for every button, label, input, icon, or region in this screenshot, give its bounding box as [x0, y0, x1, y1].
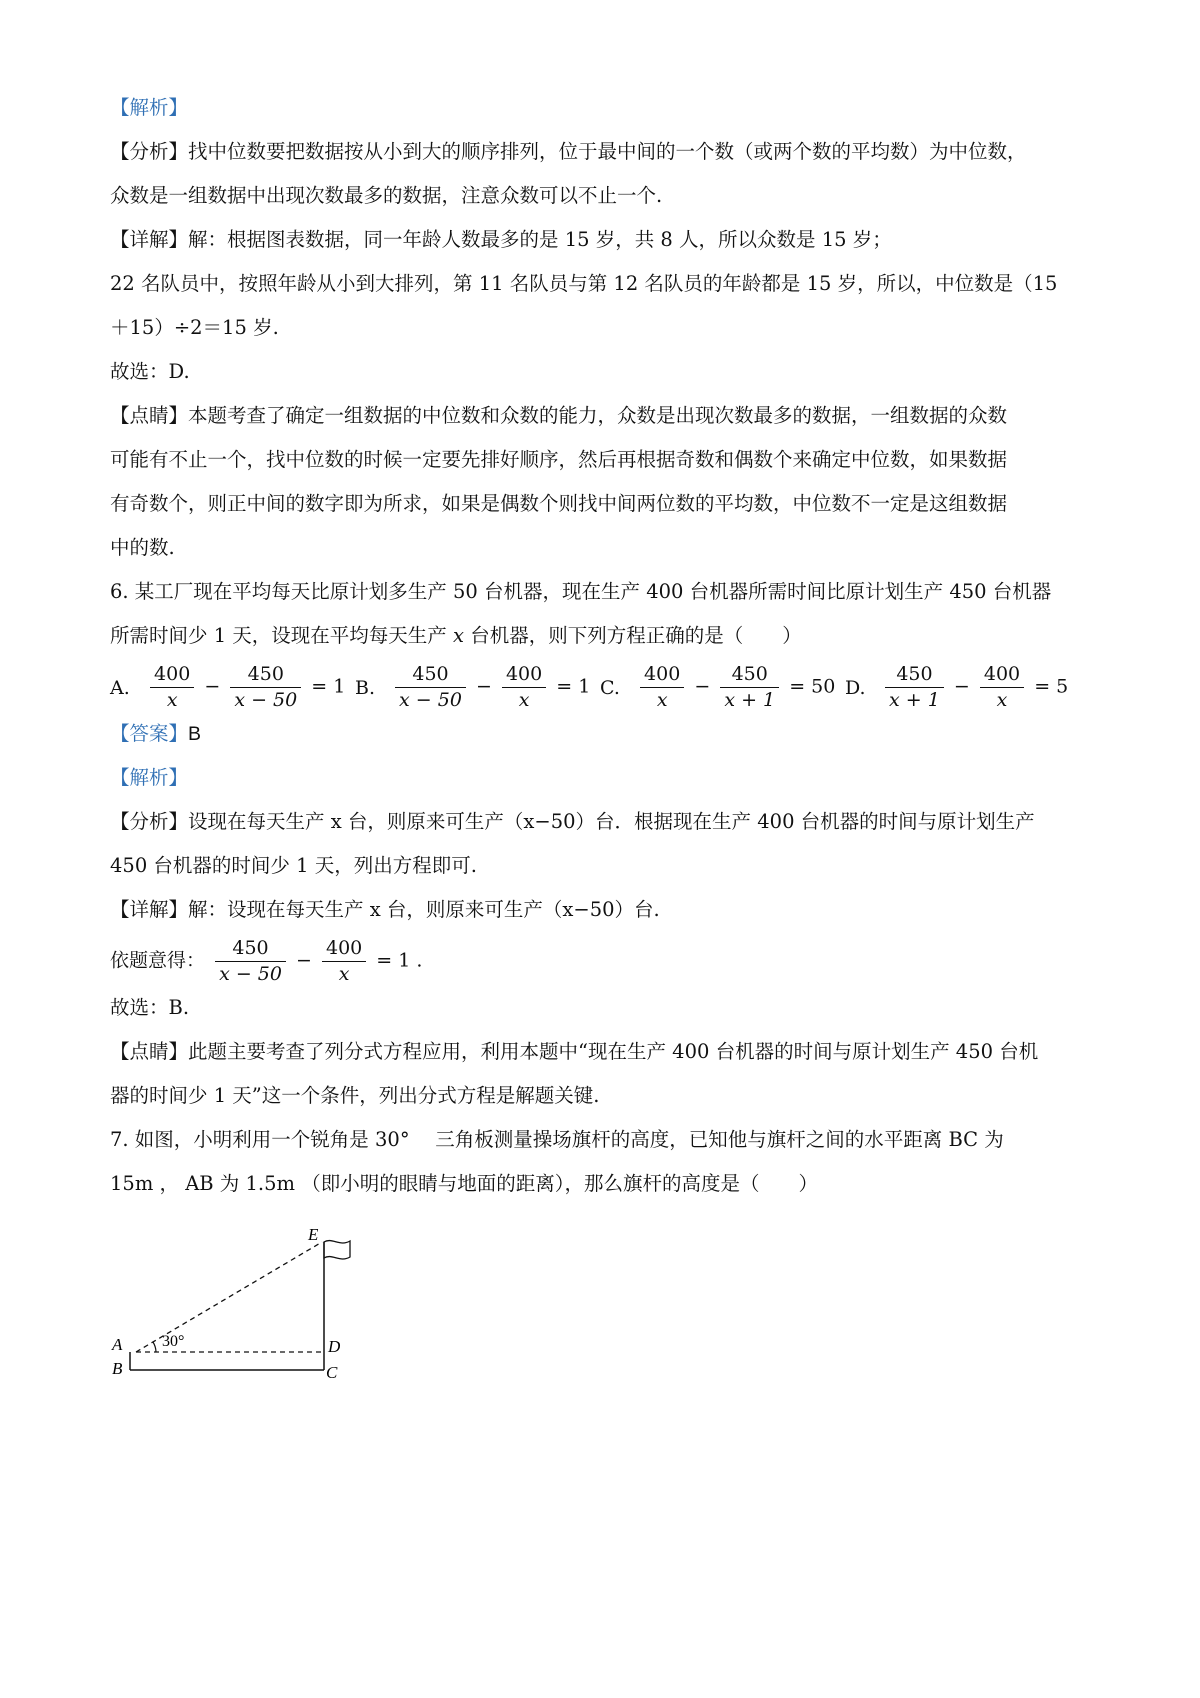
comment-tag: 【点睛】 [110, 404, 189, 427]
analysis-paragraph [110, 808, 1035, 836]
choice-line: 故选：D. [110, 360, 190, 383]
angle-arc [153, 1342, 156, 1352]
numerator: 400 [150, 662, 194, 688]
fraction [215, 936, 286, 987]
detail-text-line: 解：根据图表数据，同一年龄人数最多的是 15 岁，共 8 人，所以众数是 15 岁； [188, 228, 892, 251]
answer-tag: 【答案】 [110, 722, 189, 745]
fraction [640, 662, 684, 713]
variable-x: x [453, 624, 465, 647]
label-e: E [308, 1225, 319, 1244]
option-label: C. [600, 676, 620, 699]
angle-label: 30° [162, 1333, 185, 1350]
denominator: x + 1 [889, 689, 940, 711]
label-d: D [328, 1337, 341, 1356]
analysis-paragraph [110, 138, 1027, 166]
option-d [845, 662, 1068, 713]
numerator: 450 [395, 662, 466, 688]
fraction [885, 662, 944, 713]
fraction [980, 662, 1024, 713]
option-label: A. [110, 676, 130, 699]
numerator: 400 [980, 662, 1024, 688]
comment-tag: 【点睛】 [110, 1040, 189, 1063]
denominator: x [996, 689, 1008, 711]
analysis-tag: 【分析】 [110, 140, 189, 163]
question-7-stem: 7. 如图，小明利用一个锐角是 30° 三角板测量操场旗杆的高度，已知他与旗杆之间的水平距离 BC 为 [110, 1128, 1004, 1151]
analysis-text-line: 找中位数要把数据按从小到大的顺序排列，位于最中间的一个数（或两个数的平均数）为中位数， [188, 140, 1027, 163]
detail-tag: 【详解】 [110, 228, 189, 251]
detail-paragraph [110, 226, 892, 254]
label-b: B [112, 1359, 123, 1378]
comment-paragraph [110, 1038, 1038, 1066]
answer-line [110, 720, 201, 748]
choice-line: 故选：B. [110, 996, 190, 1019]
option-b [355, 662, 590, 713]
minus-sign: − [204, 675, 221, 698]
numerator: 400 [322, 936, 366, 962]
fraction [502, 662, 546, 713]
question-6-stem-part: 所需时间少 1 天，设现在平均每天生产 [110, 624, 454, 647]
denominator: x [518, 689, 530, 711]
numerator: 400 [502, 662, 546, 688]
flagpole-figure [110, 1220, 390, 1400]
option-label: B. [355, 676, 376, 699]
comment-text-line: 此题主要考查了列分式方程应用，利用本题中“现在生产 400 台机器的时间与原计划生产 450 台机 [188, 1040, 1039, 1063]
numerator: 450 [230, 662, 301, 688]
answer-value: B [188, 723, 202, 745]
equation-line [110, 936, 422, 987]
denominator: x − 50 [399, 689, 462, 711]
comment-text-line: 可能有不止一个，找中位数的时候一定要先排好顺序，然后再根据奇数和偶数个来确定中位数，如果数据 [110, 448, 1008, 471]
comment-text-line: 器的时间少 1 天”这一个条件，列出分式方程是解题关键. [110, 1084, 600, 1107]
flag-icon [324, 1241, 350, 1259]
denominator: x − 50 [219, 963, 282, 985]
option-c [600, 662, 835, 713]
fraction [395, 662, 466, 713]
denominator: x [166, 689, 178, 711]
label-a: A [112, 1335, 123, 1354]
equation-rhs: = 1 . [376, 949, 423, 972]
comment-text-line: 本题考查了确定一组数据的中位数和众数的能力，众数是出现次数最多的数据，一组数据的众数 [188, 404, 1008, 427]
minus-sign: − [476, 675, 492, 698]
option-a [110, 662, 345, 713]
question-7-stem: 15m ， AB 为 1.5m （即小明的眼睛与地面的距离），那么旗杆的高度是（ ） [110, 1172, 818, 1195]
comment-paragraph [110, 402, 1007, 430]
detail-text-line: 22 名队员中，按照年龄从小到大排列，第 11 名队员与第 12 名队员的年龄都是 15 岁，所以，中位数是（15 [110, 272, 1058, 295]
numerator: 450 [215, 936, 286, 962]
analysis-heading: 【解析】 [110, 96, 189, 119]
detail-paragraph [110, 896, 660, 924]
question-6-stem [110, 622, 802, 650]
fraction [322, 936, 366, 987]
analysis-heading: 【解析】 [110, 766, 189, 789]
detail-text-line: 解：设现在每天生产 x 台，则原来可生产（x−50）台. [188, 898, 660, 921]
equation-label: 依题意得： [110, 949, 206, 972]
equation-rhs: = 1 [311, 675, 346, 698]
comment-text-line: 中的数. [110, 536, 175, 559]
label-c: C [326, 1363, 338, 1382]
detail-text-line: ＋15）÷2＝15 岁. [110, 316, 279, 339]
question-6-stem: 6. 某工厂现在平均每天比原计划多生产 50 台机器，现在生产 400 台机器所需时间比原计划生产 450 台机器 [110, 580, 1052, 603]
analysis-text-line: 众数是一组数据中出现次数最多的数据，注意众数可以不止一个. [110, 184, 663, 207]
equation-rhs: = 5 [1034, 675, 1069, 698]
fraction [230, 662, 301, 713]
equation-rhs: = 50 [789, 675, 836, 698]
fraction [720, 662, 779, 713]
analysis-tag: 【分析】 [110, 810, 189, 833]
equation-rhs: = 1 [556, 675, 591, 698]
minus-sign: − [953, 675, 970, 698]
numerator: 450 [885, 662, 944, 688]
analysis-text-line: 设现在每天生产 x 台，则原来可生产（x−50）台．根据现在生产 400 台机器的时间与原计划生产 [188, 810, 1035, 833]
numerator: 400 [640, 662, 684, 688]
option-label: D. [845, 676, 866, 699]
denominator: x [338, 963, 350, 985]
denominator: x + 1 [724, 689, 776, 711]
analysis-text-line: 450 台机器的时间少 1 天，列出方程即可. [110, 854, 477, 877]
denominator: x [656, 689, 668, 711]
minus-sign: − [694, 675, 711, 698]
question-6-stem-part: 台机器，则下列方程正确的是（ ） [464, 624, 802, 647]
comment-text-line: 有奇数个，则正中间的数字即为所求，如果是偶数个则找中间两位数的平均数，中位数不一定是这组数据 [110, 492, 1008, 515]
minus-sign: − [296, 949, 312, 972]
detail-tag: 【详解】 [110, 898, 189, 921]
numerator: 450 [720, 662, 779, 688]
fraction [150, 662, 194, 713]
denominator: x − 50 [234, 689, 298, 711]
